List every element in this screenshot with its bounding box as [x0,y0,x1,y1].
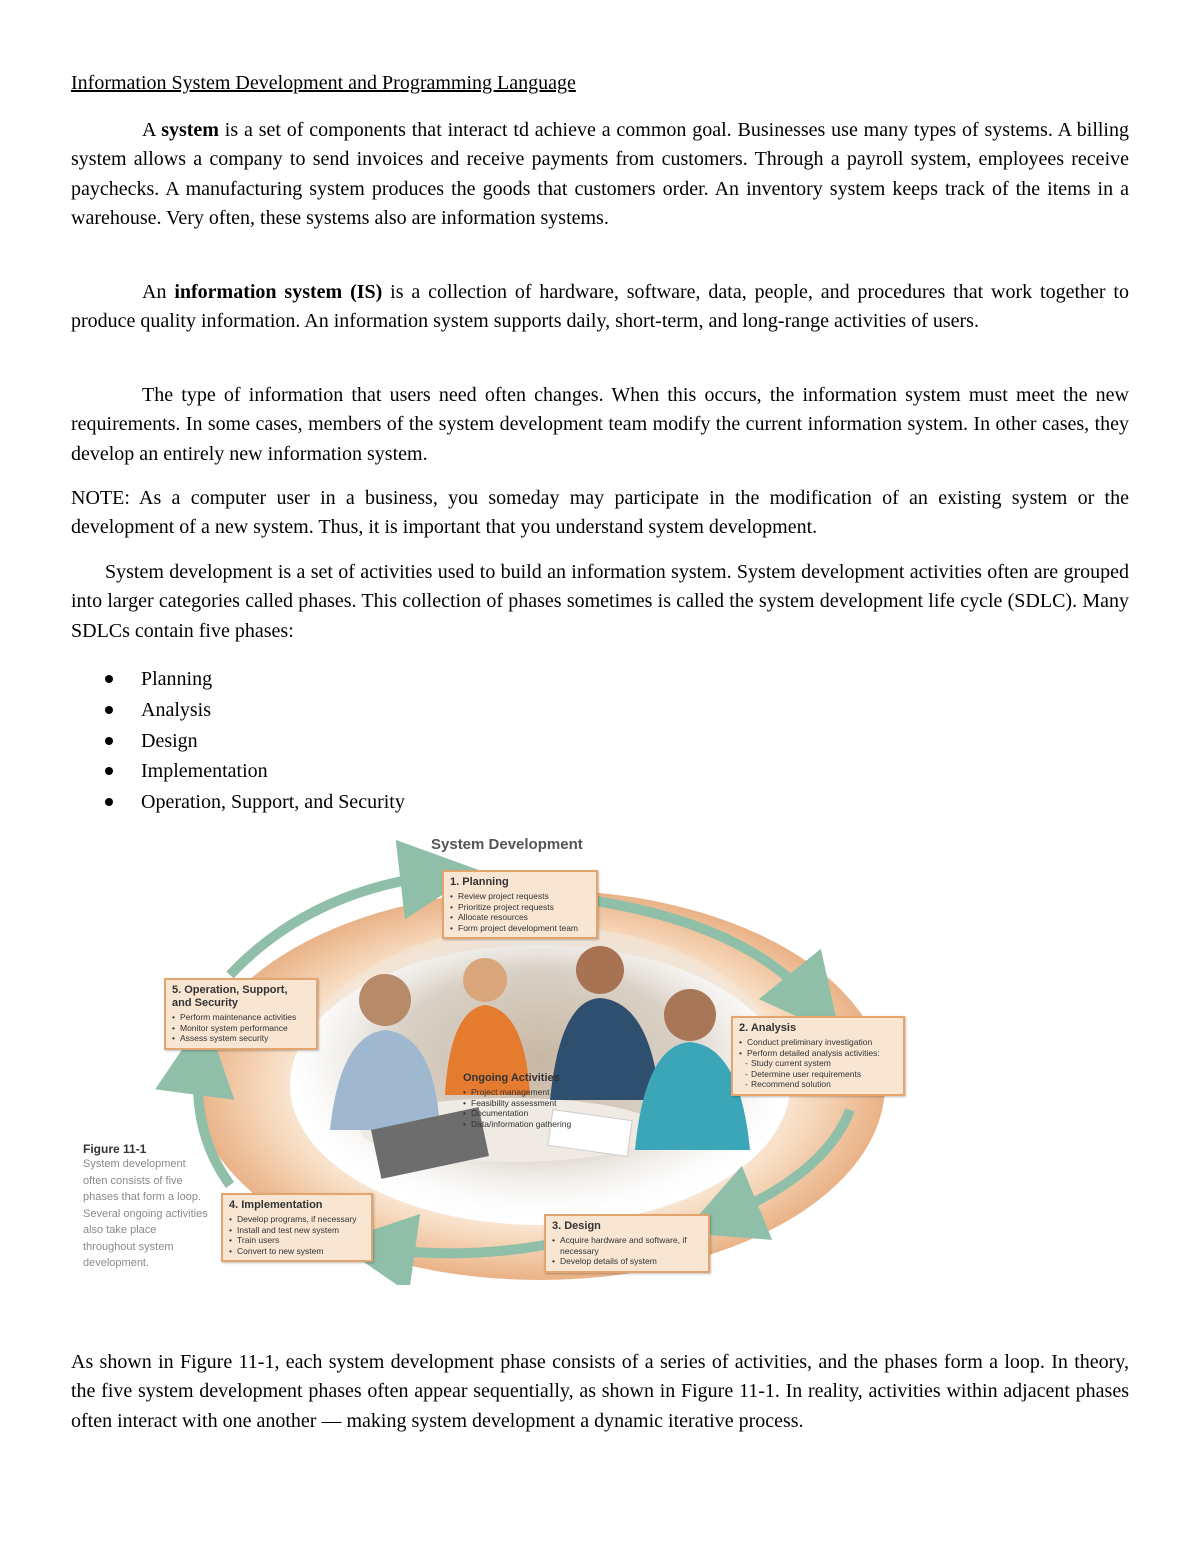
activity-item: • Assess system security [172,1033,310,1044]
phase-title: 2. Analysis [739,1022,797,1034]
paragraph-system [71,116,1129,233]
activity-item: • Install and test new system [229,1225,365,1236]
phase-box-operation [164,978,318,1050]
list-item [71,756,405,787]
page-title: Information System Development and Programming Language [71,72,576,94]
paragraph-closing: As shown in Figure 11-1, each system development phase consists of a series of activities, and the phases form a loop. In theory, the five system development phases often appear sequentially, as shown in Figure 11-1. In reality, activities within adjacent phases often interact with one another — making system development a dynamic iterative process. [71,1351,1129,1432]
activity-subitem: - Recommend solution [739,1079,897,1090]
figure-system-development [80,830,910,1285]
activity-subitem: - Determine user requirements [739,1069,897,1080]
activity-item: • Review project requests [450,891,590,902]
paragraph-requirements: The type of information that users need often changes. When this occurs, the information system must meet the new requirements. In some cases, members of the system development team modify the current information system. In other cases, they develop an entirely new information system. [71,384,1129,465]
bullet-icon [105,798,113,806]
phase-box-design [544,1214,710,1273]
phase-list [71,664,405,818]
bullet-icon [105,675,113,683]
term-system: system [161,119,219,141]
activity-item: • Documentation [463,1108,603,1119]
activity-item: • Convert to new system [229,1246,365,1257]
phase-title: 4. Implementation [229,1199,323,1211]
phase-title: 5. Operation, Support, and Security [172,984,288,1009]
activity-item: • Allocate resources [450,912,590,923]
list-item [71,664,405,695]
activity-subitem: - Study current system [739,1058,897,1069]
bullet-icon [105,737,113,745]
list-item [71,726,405,757]
list-item [71,695,405,726]
phase-box-planning [442,870,598,939]
activity-item: • Prioritize project requests [450,902,590,913]
activity-item: • Perform maintenance activities [172,1012,310,1023]
list-item-label: Implementation [141,760,268,783]
text-run: is a collection of hardware, software, data, people, and procedures that work together to produce quality information. An information system supports daily, short-term, and long-range activities of users. [71,281,1129,333]
figure-title: System Development [431,836,583,853]
activity-item: • Develop details of system [552,1256,702,1267]
activity-item: • Project management [463,1087,603,1098]
phase-title: 3. Design [552,1220,601,1232]
activity-item: • Data/information gathering [463,1119,603,1130]
figure-caption [83,1142,211,1272]
phase-title: 1. Planning [450,876,509,888]
list-item-label: Planning [141,668,213,690]
term-information-system: information system (IS) [174,281,383,303]
activity-item: • Acquire hardware and software, if necessary [552,1235,702,1256]
caption-label: Figure 11-1 [83,1142,147,1156]
ongoing-activities [463,1072,603,1129]
text-run: A [142,119,162,141]
paragraph-note: NOTE: As a computer user in a business, you someday may participate in the modification of an existing system or the development of a new system. Thus, it is important that you understand system development. [71,487,1129,539]
list-item [71,787,405,818]
caption-text: System development often consists of five phases that form a loop. Several ongoing activities also take place throughout system development. [83,1158,208,1269]
activity-item: • Conduct preliminary investigation [739,1037,897,1048]
list-item-label: Analysis [141,698,211,721]
bullet-icon [105,767,113,775]
list-item-label: Design [141,729,198,752]
activity-item: • Develop programs, if necessary [229,1214,365,1225]
activity-item: • Form project development team [450,923,590,934]
paragraph-sdlc: System development is a set of activities used to build an information system. System development activities often are grouped into larger categories called phases. This collection of phases sometimes is called the system development life cycle (SDLC). Many SDLCs contain five phases: [71,561,1129,642]
phase-box-analysis [731,1016,905,1096]
list-item-label: Operation, Support, and Security [141,791,405,814]
text-run: is a set of components that interact td achieve a common goal. Businesses use many types of systems. A billing system allows a company to send invoices and receive payments from customers. Through a payroll system, employees receive paychecks. A manufacturing system produces the goods that customers order. An inventory system keeps track of the items in a warehouse. Very often, these systems also are information systems. [71,119,1129,229]
bullet-icon [105,706,113,714]
activity-item: • Monitor system performance [172,1023,310,1034]
activity-item: • Feasibility assessment [463,1098,603,1109]
phase-box-implementation [221,1193,373,1262]
ongoing-title: Ongoing Activities [463,1072,560,1084]
activity-item: • Perform detailed analysis activities: [739,1048,897,1059]
paragraph-information-system [71,278,1129,337]
activity-item: • Train users [229,1235,365,1246]
text-run: An [142,281,175,303]
